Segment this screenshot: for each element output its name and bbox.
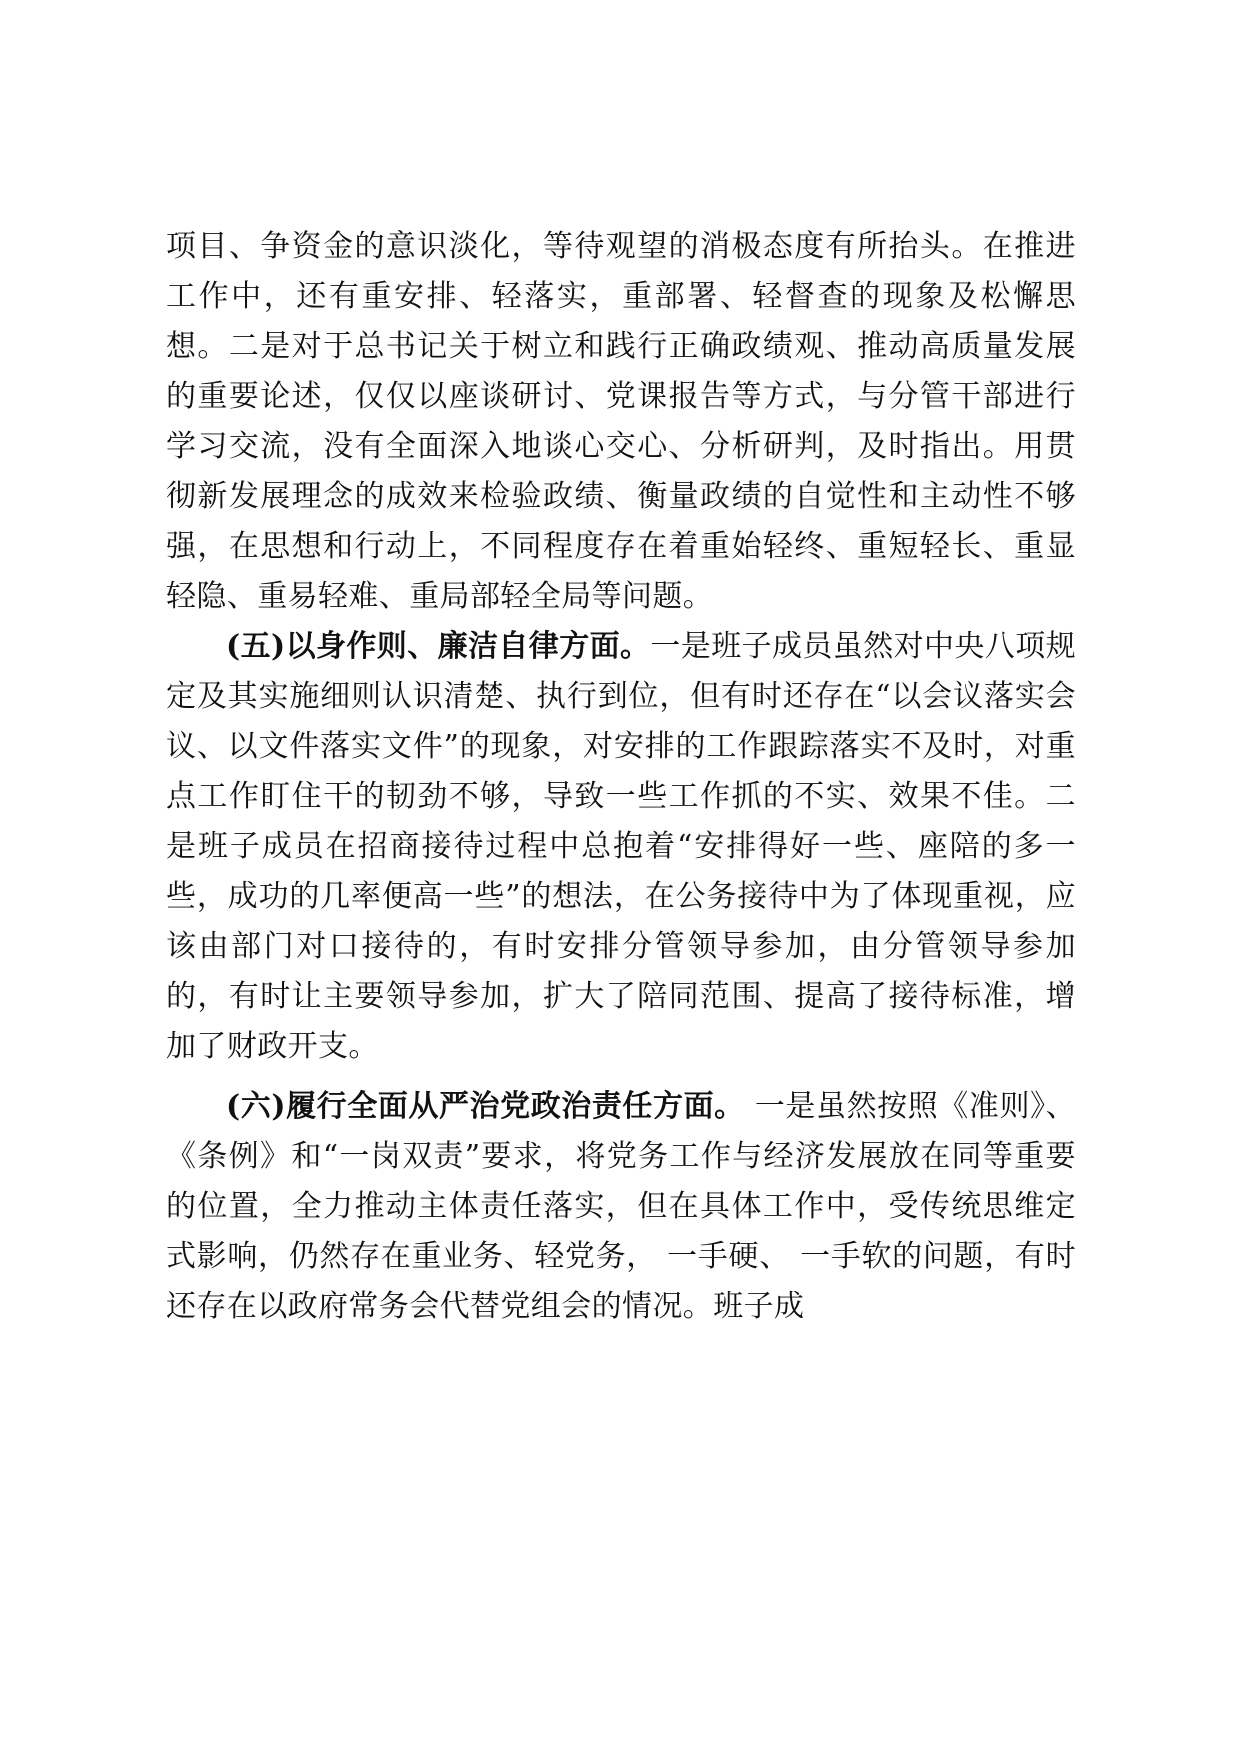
paragraph-section-six bbox=[166, 1082, 1076, 1332]
section-heading-six: (六)履行全面从严治党政治责任方面。 bbox=[226, 1089, 745, 1124]
paragraph-section-five bbox=[166, 622, 1076, 1072]
paragraph-spacer bbox=[166, 1072, 1076, 1082]
paragraph-body-text: 一是虽然按照《准则》、《条例》和“一岗双责”要求，将党务工作与经济发展放在同等重要的位置，全力推动主体责任落实，但在具体工作中，受传统思维定式影响，仍然存在重业务、轻党务， 一手硬、 一手软的问题，有时还存在以政府常务会代替党组会的情况。班子成 bbox=[166, 1089, 1076, 1324]
paragraph-body-text: 项目、争资金的意识淡化，等待观望的消极态度有所抬头。在推进工作中，还有重安排、轻落实，重部署、轻督查的现象及松懈思想。二是对于总书记关于树立和践行正确政绩观、推动高质量发展的重要论述，仅仅以座谈研讨、党课报告等方式，与分管干部进行学习交流，没有全面深入地谈心交心、分析研判，及时指出。用贯彻新发展理念的成效来检验政绩、衡量政绩的自觉性和主动性不够强，在思想和行动上，不同程度存在着重始轻终、重短轻长、重显轻隐、重易轻难、重局部轻全局等问题。 bbox=[166, 229, 1076, 614]
section-heading-five: (五)以身作则、廉洁自律方面。 bbox=[226, 629, 651, 664]
document-body bbox=[166, 222, 1076, 1332]
paragraph-body-text: 一是班子成员虽然对中央八项规定及其实施细则认识清楚、执行到位，但有时还存在“以会议落实会议、以文件落实文件”的现象，对安排的工作跟踪落实不及时，对重点工作盯住干的韧劲不够，导致一些工作抓的不实、效果不佳。二是班子成员在招商接待过程中总抱着“安排得好一些、座陪的多一些，成功的几率便高一些”的想法，在公务接待中为了体现重视，应该由部门对口接待的，有时安排分管领导参加，由分管领导参加的，有时让主要领导参加，扩大了陪同范围、提高了接待标准，增加了财政开支。 bbox=[166, 629, 1076, 1064]
paragraph-continuation bbox=[166, 222, 1076, 622]
